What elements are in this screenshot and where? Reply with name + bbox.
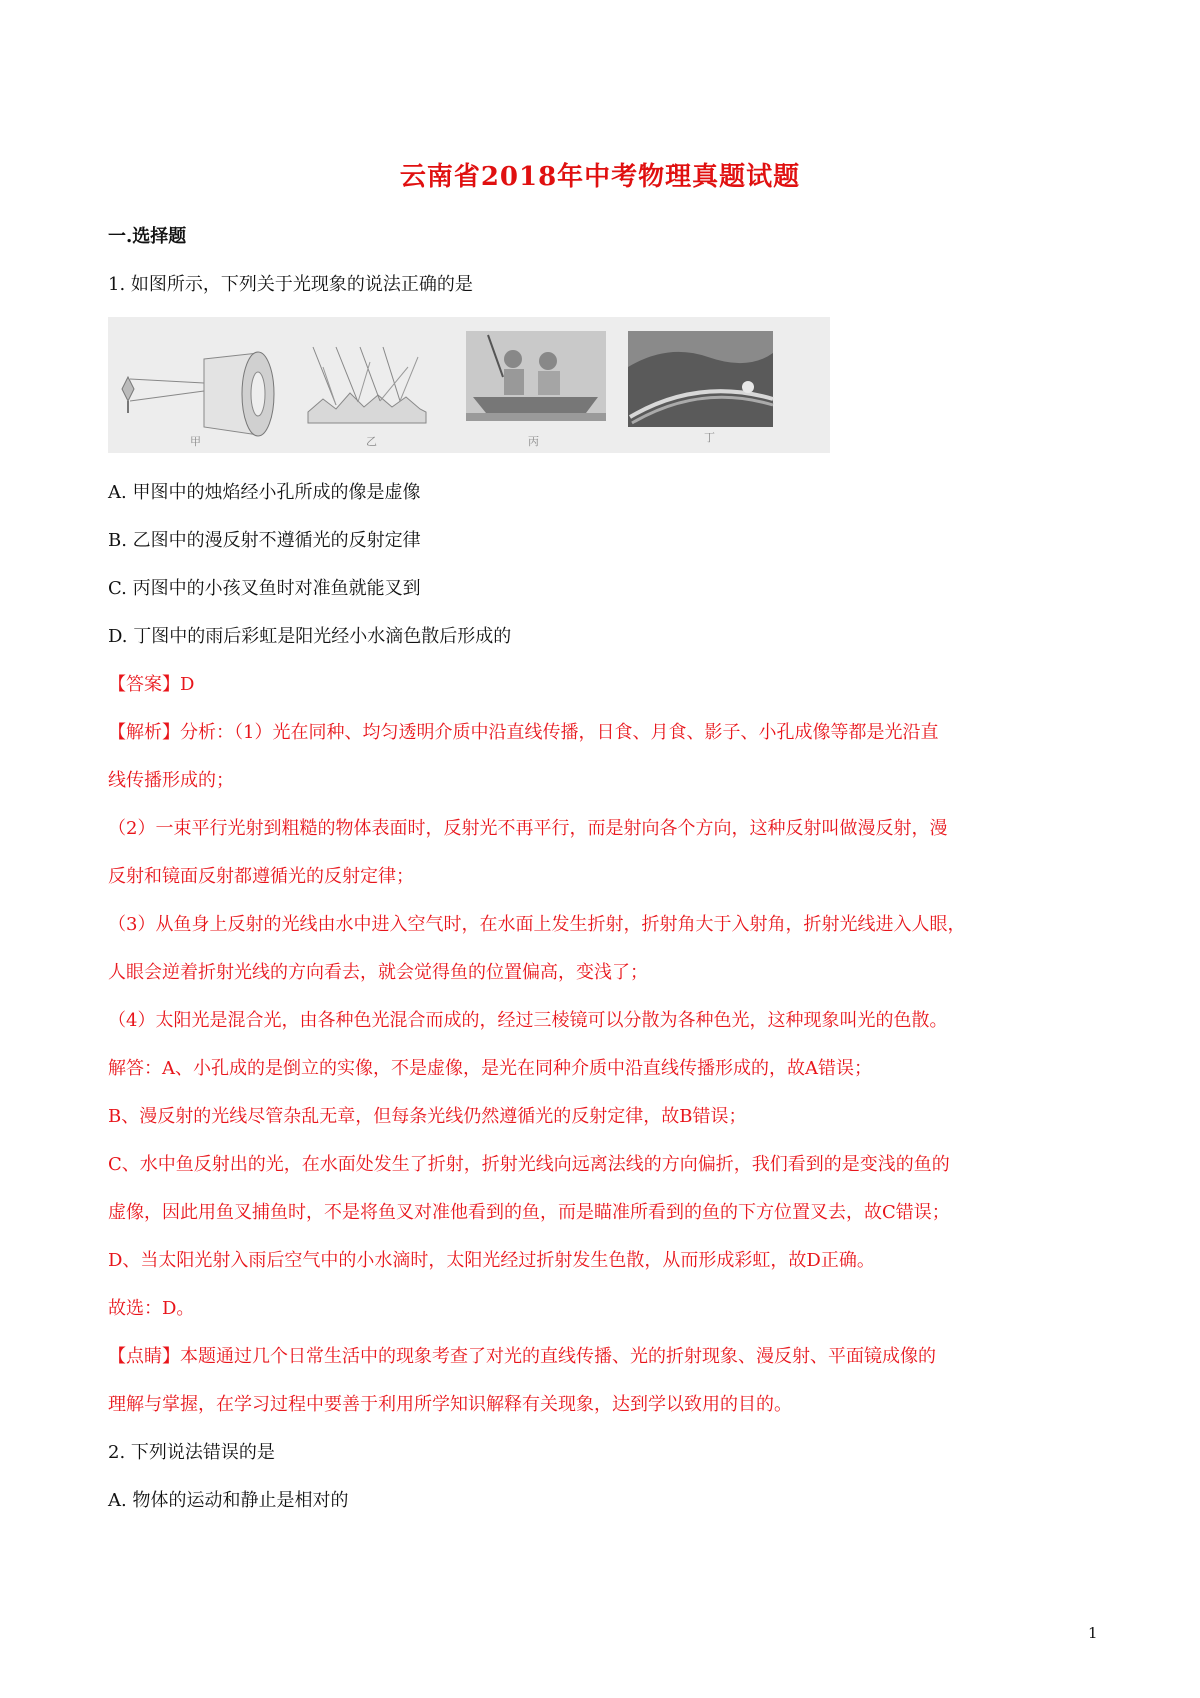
question-1-option-a: A. 甲图中的烛焰经小孔所成的像是虚像: [108, 482, 421, 503]
question-1-figure: [108, 317, 830, 453]
analysis-line: 线传播形成的；: [108, 770, 234, 791]
analysis-line: 理解与掌握，在学习过程中要善于利用所学知识解释有关现象，达到学以致用的目的。: [108, 1394, 792, 1415]
figure-label-yi: 乙: [366, 435, 377, 448]
analysis-line: （4）太阳光是混合光，由各种色光混合而成的，经过三棱镜可以分散为各种色光，这种现象叫光的色散。: [108, 1010, 948, 1031]
figure-yi-diffuse-reflection: [308, 347, 426, 423]
analysis-line: B、漫反射的光线尽管杂乱无章，但每条光线仍然遵循光的反射定律，故B错误；: [108, 1106, 747, 1127]
question-1-option-d: D. 丁图中的雨后彩虹是阳光经小水滴色散后形成的: [108, 626, 512, 647]
analysis-line: 解答：A、小孔成的是倒立的实像，不是虚像，是光在同种介质中沿直线传播形成的，故A错误；: [108, 1058, 872, 1079]
figure-label-jia: 甲: [190, 435, 201, 448]
analysis-line: （2）一束平行光射到粗糙的物体表面时，反射光不再平行，而是射向各个方向，这种反射叫做漫反射，漫: [108, 818, 948, 839]
analysis-line: 【点睛】本题通过几个日常生活中的现象考查了对光的直线传播、光的折射现象、漫反射、平面镜成像的: [108, 1346, 936, 1367]
analysis-line: 虚像，因此用鱼叉捕鱼时，不是将鱼叉对准他看到的鱼，而是瞄准所看到的鱼的下方位置叉去，故C错误；: [108, 1202, 950, 1223]
figure-bing-spear-fishing: [466, 331, 606, 421]
question-1-stem: 1. 如图所示，下列关于光现象的说法正确的是: [108, 274, 473, 295]
analysis-line: 【解析】分析：（1）光在同种、均匀透明介质中沿直线传播，日食、月食、影子、小孔成像等都是光沿直: [108, 722, 939, 743]
question-1-answer: 【答案】D: [108, 674, 195, 695]
analysis-line: 反射和镜面反射都遵循光的反射定律；: [108, 866, 414, 887]
analysis-line: （3）从鱼身上反射的光线由水中进入空气时，在水面上发生折射，折射角大于入射角，折射光线进入人眼，: [108, 914, 966, 935]
analysis-line: D、当太阳光射入雨后空气中的小水滴时，太阳光经过折射发生色散，从而形成彩虹，故D正确。: [108, 1250, 875, 1271]
figure-ding-rainbow: [628, 331, 773, 427]
analysis-line: C、水中鱼反射出的光，在水面处发生了折射，折射光线向远离法线的方向偏折，我们看到的是变浅的鱼的: [108, 1154, 950, 1175]
question-2-stem: 2. 下列说法错误的是: [108, 1442, 275, 1463]
section-heading: 一.选择题: [108, 226, 187, 247]
analysis-line: 人眼会逆着折射光线的方向看去，就会觉得鱼的位置偏高，变浅了；: [108, 962, 648, 983]
figure-label-ding: 丁: [704, 431, 715, 444]
question-1-option-c: C. 丙图中的小孩叉鱼时对准鱼就能叉到: [108, 578, 421, 599]
analysis-line: 故选：D。: [108, 1298, 195, 1319]
question-2-option-a: A. 物体的运动和静止是相对的: [108, 1490, 349, 1511]
figure-jia-pinhole-camera: [122, 352, 274, 436]
page-number: 1: [1088, 1624, 1098, 1642]
light-phenomena-figure: [108, 317, 830, 453]
figure-label-bing: 丙: [528, 435, 539, 448]
page-title: 云南省2018年中考物理真题试题: [399, 162, 801, 192]
question-1-option-b: B. 乙图中的漫反射不遵循光的反射定律: [108, 530, 421, 551]
